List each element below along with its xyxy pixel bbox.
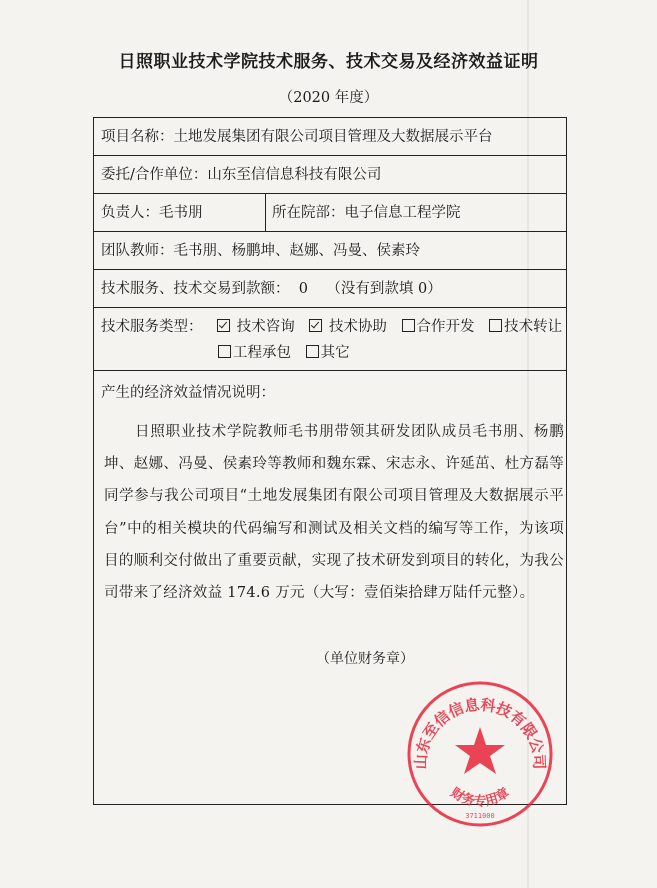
option-assistance-label: 技术协助 [328,319,387,335]
svg-text:财务专用章 [448,785,513,810]
checkbox-cooperative-development[interactable] [402,319,415,332]
team-field: 团队教师：毛书朋、杨鹏坤、赵娜、冯曼、侯素玲 [101,242,420,259]
amount-field: 技术服务、技术交易到款额： 0 （没有到款填 0） [101,280,442,297]
row-project-name [94,118,566,156]
document-year: （2020 年度） [278,90,379,106]
checkbox-consulting[interactable] [217,319,230,332]
partner-field: 委托/合作单位：山东至信信息科技有限公司 [101,166,382,183]
finance-seal-label: （单位财务章） [316,651,414,667]
service-type-line-2 [218,343,350,363]
option-cooperative-development-label: 合作开发 [416,319,475,335]
department-field: 所在院部：电子信息工程学院 [272,204,461,221]
row-service-type [94,308,566,371]
project-name-field: 项目名称：土地发展集团有限公司项目管理及大数据展示平台 [101,128,493,145]
option-consulting-label: 技术咨询 [236,319,295,335]
seal-purpose-text: 财务专用章 [447,785,513,810]
option-technology-transfer-label: 技术转让 [504,319,563,335]
option-engineering-contract-label: 工程承包 [233,345,291,361]
service-type-line-1 [101,317,562,337]
seal-org-text: 山东至信信息科技有限公司 [411,695,549,770]
checkbox-engineering-contract[interactable] [218,345,231,358]
checkbox-technology-transfer[interactable] [489,319,502,332]
document-title: 日照职业技术学院技术服务、技术交易及经济效益证明 [118,52,539,72]
option-other-label: 其它 [320,345,350,361]
row-team [94,232,566,270]
explanation-label: 产生的经济效益情况说明： [101,385,275,401]
row-leader-department [94,194,566,232]
row-partner [94,156,566,194]
row-amount [94,270,566,308]
seal-code-text: 3711000 [465,812,495,820]
checkbox-other[interactable] [306,345,319,358]
checkbox-assistance[interactable] [309,319,322,332]
explanation-text: 日照职业技术学院教师毛书朋带领其研发团队成员毛书朋、杨鹏坤、赵娜、冯曼、侯素玲等教师和魏东霖、宋志永、许延茁、杜方磊等同学参与我公司项目“土地发展集团有限公司项目管理及大数据展示平台”中的相关模块的代码编写和测试及相关文档的编写等工作，为该项目的顺利交付做出了重要贡献，实现了技术研发到项目的转化，为我公司带来了经济效益 174.6 万元（大写：壹佰柒拾肆万陆仟元整）。 [104,424,564,602]
service-type-label: 技术服务类型： [101,319,203,335]
company-seal [404,678,556,830]
leader-field: 负责人：毛书朋 [101,204,203,221]
